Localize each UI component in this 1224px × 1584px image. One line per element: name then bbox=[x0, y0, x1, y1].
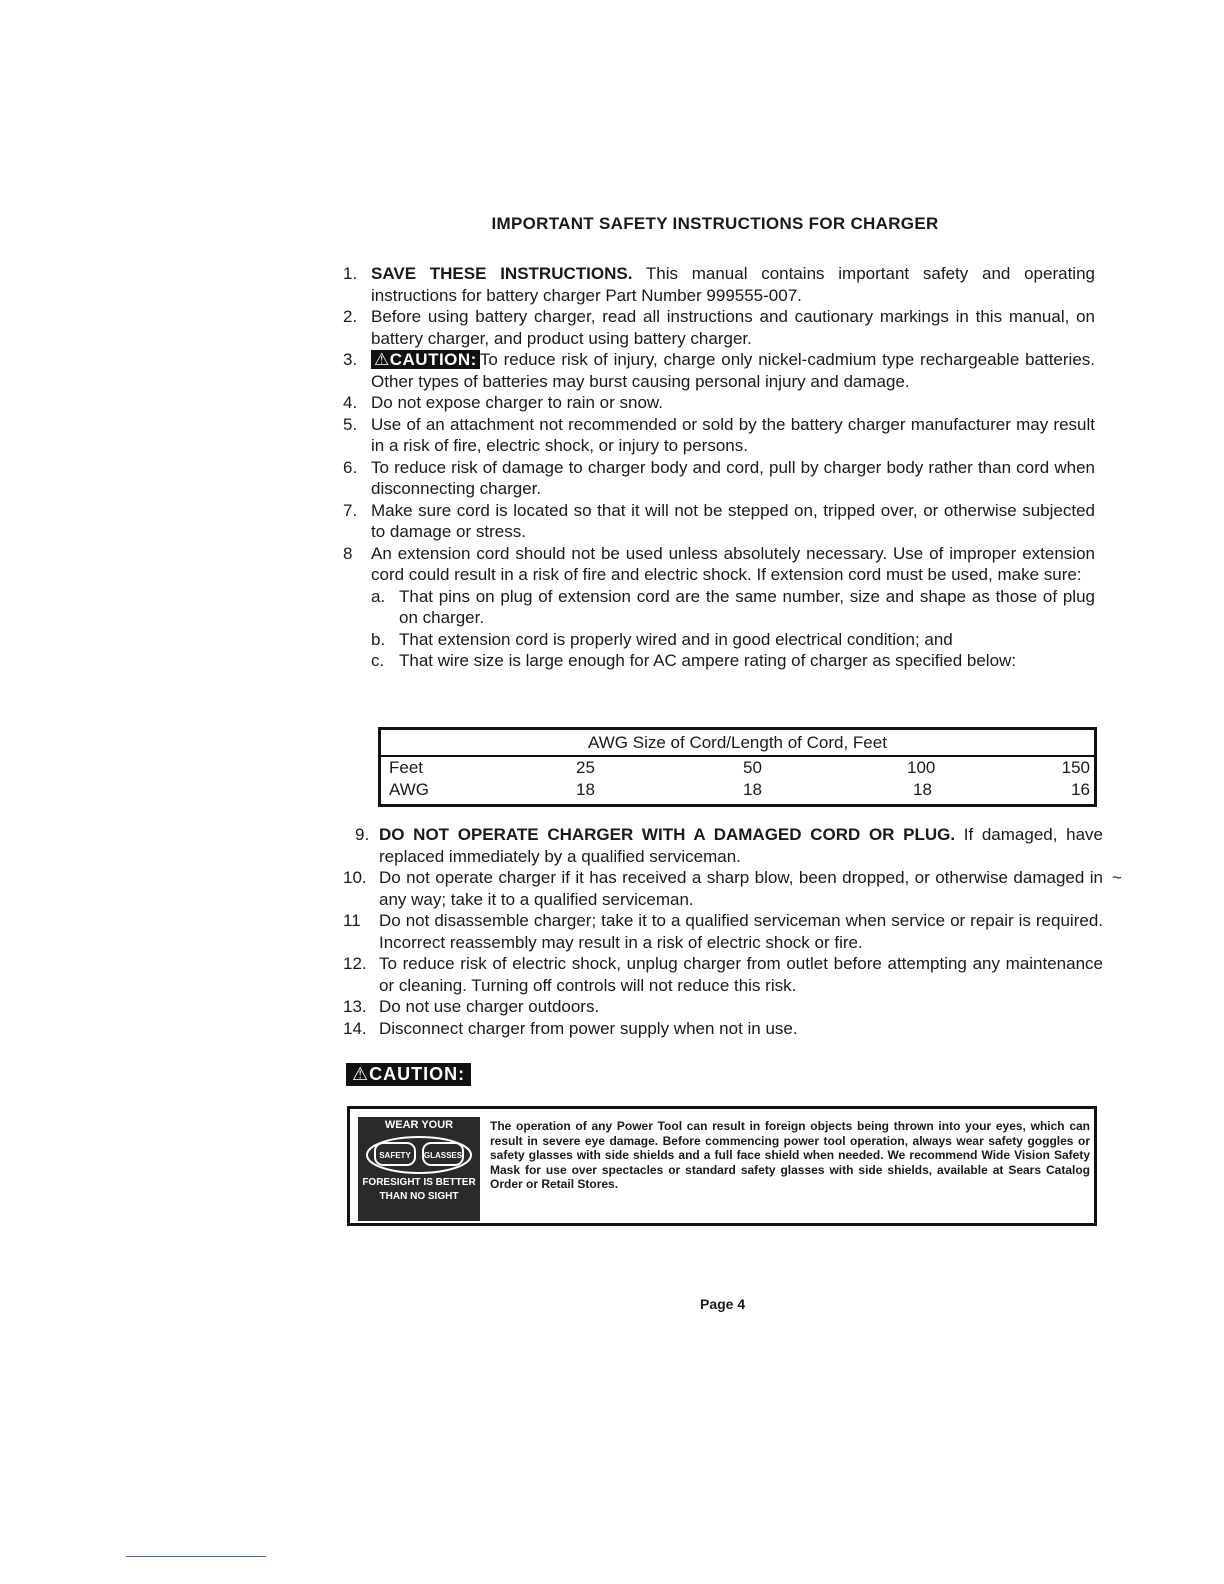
item-text: If damaged, have replaced immediately by a qualified serviceman. bbox=[379, 825, 1103, 866]
item-number: 10. bbox=[343, 868, 367, 887]
logo-line-3: THAN NO SIGHT bbox=[379, 1191, 459, 1202]
item-text: Do not operate charger if it has received a sharp blow, been dropped, or otherwise damaged in any way; take it to a qualified serviceman. bbox=[379, 868, 1103, 909]
item-text: Before using battery charger, read all instructions and cautionary markings in this manual, on battery charger, and product using battery charger. bbox=[371, 307, 1095, 348]
sub-item-label: b. bbox=[371, 629, 386, 649]
sub-item bbox=[371, 586, 1095, 629]
item-number: 8 bbox=[343, 543, 353, 563]
instruction-list bbox=[343, 263, 1095, 672]
item-text: To reduce risk of damage to charger body and cord, pull by charger body rather than cord when disconnecting charger. bbox=[371, 457, 1095, 498]
list-item bbox=[343, 824, 1103, 867]
eye-safety-warning-box bbox=[347, 1106, 1097, 1226]
footer-rule bbox=[126, 1556, 266, 1557]
item-text: An extension cord should not be used unless absolutely necessary. Use of improper extension cord could result in a risk of fire and electric shock. If extension cord must be used, make sure: bbox=[371, 543, 1095, 584]
item-text: Do not use charger outdoors. bbox=[379, 997, 600, 1016]
item-bold-text: SAVE THESE INSTRUCTIONS. bbox=[371, 264, 633, 283]
item-text: To reduce risk of electric shock, unplug charger from outlet before attempting any maintenance or cleaning. Turning off controls will not reduce this risk. bbox=[379, 954, 1103, 995]
logo-line-2: FORESIGHT IS BETTER bbox=[362, 1177, 476, 1188]
table-cell: 50 bbox=[743, 758, 762, 777]
list-item bbox=[343, 996, 1103, 1018]
row-label: AWG bbox=[389, 780, 429, 799]
table-cell: 16 bbox=[1071, 780, 1090, 799]
item-number: 5. bbox=[343, 414, 358, 434]
sub-item-text: That pins on plug of extension cord are the same number, size and shape as those of plug on charger. bbox=[399, 586, 1095, 627]
item-number: 14. bbox=[343, 1018, 367, 1038]
goggles-icon bbox=[365, 1135, 473, 1175]
item-text: This manual contains important safety and operating instructions for battery charger Part Number 999555-007. bbox=[371, 264, 1095, 305]
table-cell: 18 bbox=[913, 780, 932, 799]
sub-item-text: That wire size is large enough for AC ampere rating of charger as specified below: bbox=[399, 651, 1017, 670]
sub-item-label: c. bbox=[371, 651, 385, 670]
list-item bbox=[343, 263, 1095, 306]
caution-heading: ⚠CAUTION: bbox=[346, 1063, 471, 1086]
item-number: 6. bbox=[343, 457, 358, 477]
table-row bbox=[381, 757, 1094, 779]
page-number: Page 4 bbox=[700, 1296, 746, 1312]
item-number: 12. bbox=[343, 954, 367, 973]
item-number: 4. bbox=[343, 393, 358, 412]
margin-mark: ~ bbox=[1112, 868, 1122, 887]
item-number: 9. bbox=[355, 825, 370, 844]
list-item bbox=[343, 500, 1095, 543]
list-item bbox=[343, 867, 1103, 910]
table-cell: 100 bbox=[907, 758, 936, 777]
table-cell: 18 bbox=[743, 780, 762, 799]
list-item bbox=[343, 349, 1095, 392]
list-item bbox=[343, 953, 1103, 996]
page-title: IMPORTANT SAFETY INSTRUCTIONS FOR CHARGER bbox=[491, 214, 939, 233]
logo-line-1: WEAR YOUR bbox=[384, 1119, 454, 1131]
item-number: 1. bbox=[343, 264, 358, 283]
item-text: To reduce risk of injury, charge only nickel-cadmium type rechargeable batteries. Other types of batteries may burst causing personal injury and damage. bbox=[371, 350, 1095, 391]
extension-cord-sublist bbox=[371, 586, 1095, 672]
item-text: Use of an attachment not recommended or sold by the battery charger manufacturer may result in a risk of fire, electric shock, or injury to persons. bbox=[371, 414, 1095, 455]
item-number: 11 bbox=[343, 911, 361, 930]
item-text: Disconnect charger from power supply when not in use. bbox=[379, 1018, 798, 1038]
list-item bbox=[343, 1018, 1103, 1040]
instruction-list-continued bbox=[343, 824, 1103, 1039]
sub-item bbox=[371, 650, 1095, 672]
warning-text: The operation of any Power Tool can result in foreign objects being thrown into your eyes, which can result in severe eye damage. Before commencing power tool operation, always wear safety goggles or safety glasses with side shields and a full face shield when needed. We recommend Wide Vision Safety Mask for use over spectacles or standard safety glasses with side shields, available at Sears Catalog Order or Retail Stores. bbox=[490, 1119, 1090, 1191]
item-text: Make sure cord is located so that it will not be stepped on, tripped over, or otherwise subjected to damage or stress. bbox=[371, 500, 1095, 541]
item-bold-text: DO NOT OPERATE CHARGER WITH A DAMAGED CORD OR PLUG. bbox=[379, 825, 956, 844]
sub-item-text: That extension cord is properly wired and in good electrical condition; and bbox=[399, 629, 953, 649]
list-item bbox=[343, 392, 1095, 414]
item-number: 3. bbox=[343, 350, 358, 369]
goggle-right-text: GLASSES bbox=[423, 1151, 463, 1160]
goggle-left-text: SAFETY bbox=[379, 1151, 411, 1160]
item-text: Do not expose charger to rain or snow. bbox=[371, 393, 663, 412]
item-number: 2. bbox=[343, 307, 358, 326]
list-item bbox=[343, 543, 1095, 672]
list-item bbox=[343, 457, 1095, 500]
sub-item-label: a. bbox=[371, 586, 386, 606]
awg-table-caption: AWG Size of Cord/Length of Cord, Feet bbox=[381, 730, 1094, 757]
item-text: Do not disassemble charger; take it to a qualified serviceman when service or repair is required. Incorrect reassembly may result in a risk of electric shock or fire. bbox=[379, 911, 1103, 952]
sub-item bbox=[371, 629, 1095, 651]
item-number: 7. bbox=[343, 500, 358, 520]
table-cell: 25 bbox=[576, 758, 595, 777]
table-row bbox=[381, 779, 1094, 801]
safety-glasses-logo bbox=[358, 1117, 480, 1221]
table-cell: 18 bbox=[576, 780, 595, 799]
table-cell: 150 bbox=[1061, 758, 1090, 777]
awg-table bbox=[378, 727, 1097, 807]
caution-badge: ⚠CAUTION: bbox=[371, 350, 480, 369]
row-label: Feet bbox=[389, 758, 424, 777]
list-item bbox=[343, 910, 1103, 953]
item-number: 13. bbox=[343, 997, 367, 1016]
list-item bbox=[343, 414, 1095, 457]
list-item bbox=[343, 306, 1095, 349]
